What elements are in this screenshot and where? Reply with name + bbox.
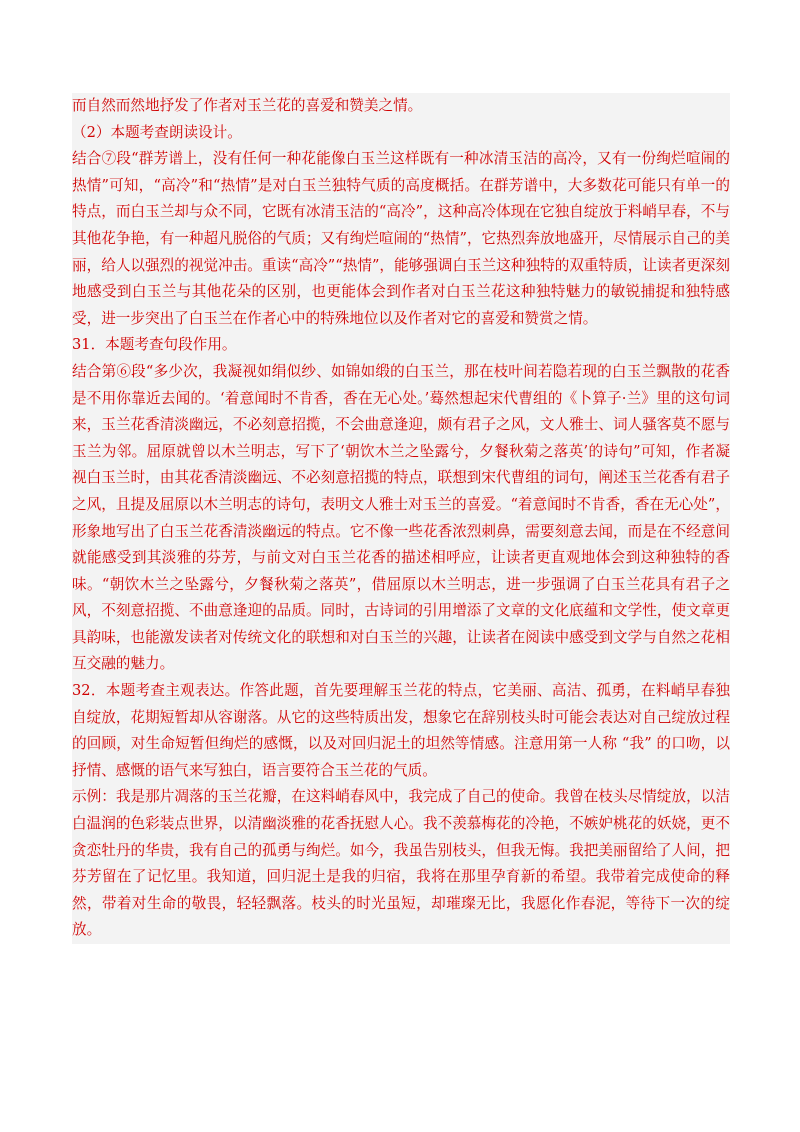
paragraph-6: 32．本题考查主观表达。作答此题，首先要理解玉兰花的特点，它美丽、高洁、孤勇，在料峭早春独自绽放，花期短暂却从容谢落。从它的这些特质出发，想象它在辞别枝头时可能会表达对自己绽放过程的回顾，对生命短暂但绚烂的感慨，以及对回归泥土的坦然等情感。注意用第一人称 “我” 的口吻，以抒情、感慨的语气来写独白，语言要符合玉兰花的气质。 — [72, 682, 730, 779]
answer-text-block — [72, 93, 730, 944]
paragraph-7-example: 示例：我是那片凋落的玉兰花瓣，在这料峭春风中，我完成了自己的使命。我曾在枝头尽情绽放，以洁白温润的色彩装点世界，以清幽淡雅的花香抚慰人心。我不羡慕梅花的冷艳，不嫉妒桃花的妖娆，更不贪恋牡丹的华贵，我有自己的孤勇与绚烂。如今，我虽告别枝头，但我无悔。我把美丽留给了人间，把芬芳留在了记忆里。我知道，回归泥土是我的归宿，我将在那里孕育新的希望。我带着完成使命的释然，带着对生命的敬畏，轻轻飘落。枝头的时光虽短，却璀璨无比，我愿化作春泥，等待下一次的绽放。 — [72, 788, 730, 939]
paragraph-5: 结合第⑥段“多少次，我凝视如绢似纱、如锦如缎的白玉兰，那在枝叶间若隐若现的白玉兰飘散的花香是不用你靠近去闻的。‘着意闻时不肯香，香在无心处。’蓦然想起宋代曹组的《卜算子·兰》里的这句词来，玉兰花香清淡幽远，不必刻意招揽，不会曲意逢迎，颇有君子之风，文人雅士、词人骚客莫不愿与玉兰为邻。屈原就曾以木兰明志，写下了‘朝饮木兰之坠露兮，夕餐秋菊之落英’的诗句”可知，作者凝视白玉兰时，由其花香清淡幽远、不必刻意招揽的特点，联想到宋代曹组的词句，阐述玉兰花香有君子之风，且提及屈原以木兰明志的诗句，表明文人雅士对玉兰的喜爱。“着意闻时不肯香，香在无心处”，形象地写出了白玉兰花香清淡幽远的特点。它不像一些花香浓烈刺鼻，需要刻意去闻，而是在不经意间就能感受到其淡雅的芬芳，与前文对白玉兰花香的描述相呼应，让读者更直观地体会到这种独特的香味。“朝饮木兰之坠露兮，夕餐秋菊之落英”，借屈原以木兰明志，进一步强调了白玉兰花具有君子之风，不刻意招揽、不曲意逢迎的品质。同时，古诗词的引用增添了文章的文化底蕴和文学性，使文章更具韵味，也能激发读者对传统文化的联想和对白玉兰的兴趣，让读者在阅读中感受到文学与自然之花相互交融的魅力。 — [72, 362, 730, 673]
paragraph-2-heading: （2）本题考查朗读设计。 — [72, 123, 242, 141]
paragraph-4-heading: 31．本题考查句段作用。 — [72, 336, 237, 354]
paragraph-1: 而自然而然地抒发了作者对玉兰花的喜爱和赞美之情。 — [72, 97, 423, 114]
paragraph-3: 结合⑦段“群芳谱上，没有任何一种花能像白玉兰这样既有一种冰清玉洁的高冷，又有一份绚烂喧闹的热情”可知，“高冷”和“热情”是对白玉兰独特气质的高度概括。在群芳谱中，大多数花可能只有单一的特点，而白玉兰却与众不同，它既有冰清玉洁的“高冷”，这种高冷体现在它独自绽放于料峭早春，不与其他花争艳，有一种超凡脱俗的气质；又有绚烂喧闹的“热情”，它热烈奔放地盛开，尽情展示自己的美丽，给人以强烈的视觉冲击。重读“高冷”“热情”，能够强调白玉兰这种独特的双重特质，让读者更深刻地感受到白玉兰与其他花朵的区别，也更能体会到作者对白玉兰花这种独特魅力的敏锐捕捉和独特感受，进一步突出了白玉兰在作者心中的特殊地位以及作者对它的喜爱和赞赏之情。 — [72, 150, 730, 327]
